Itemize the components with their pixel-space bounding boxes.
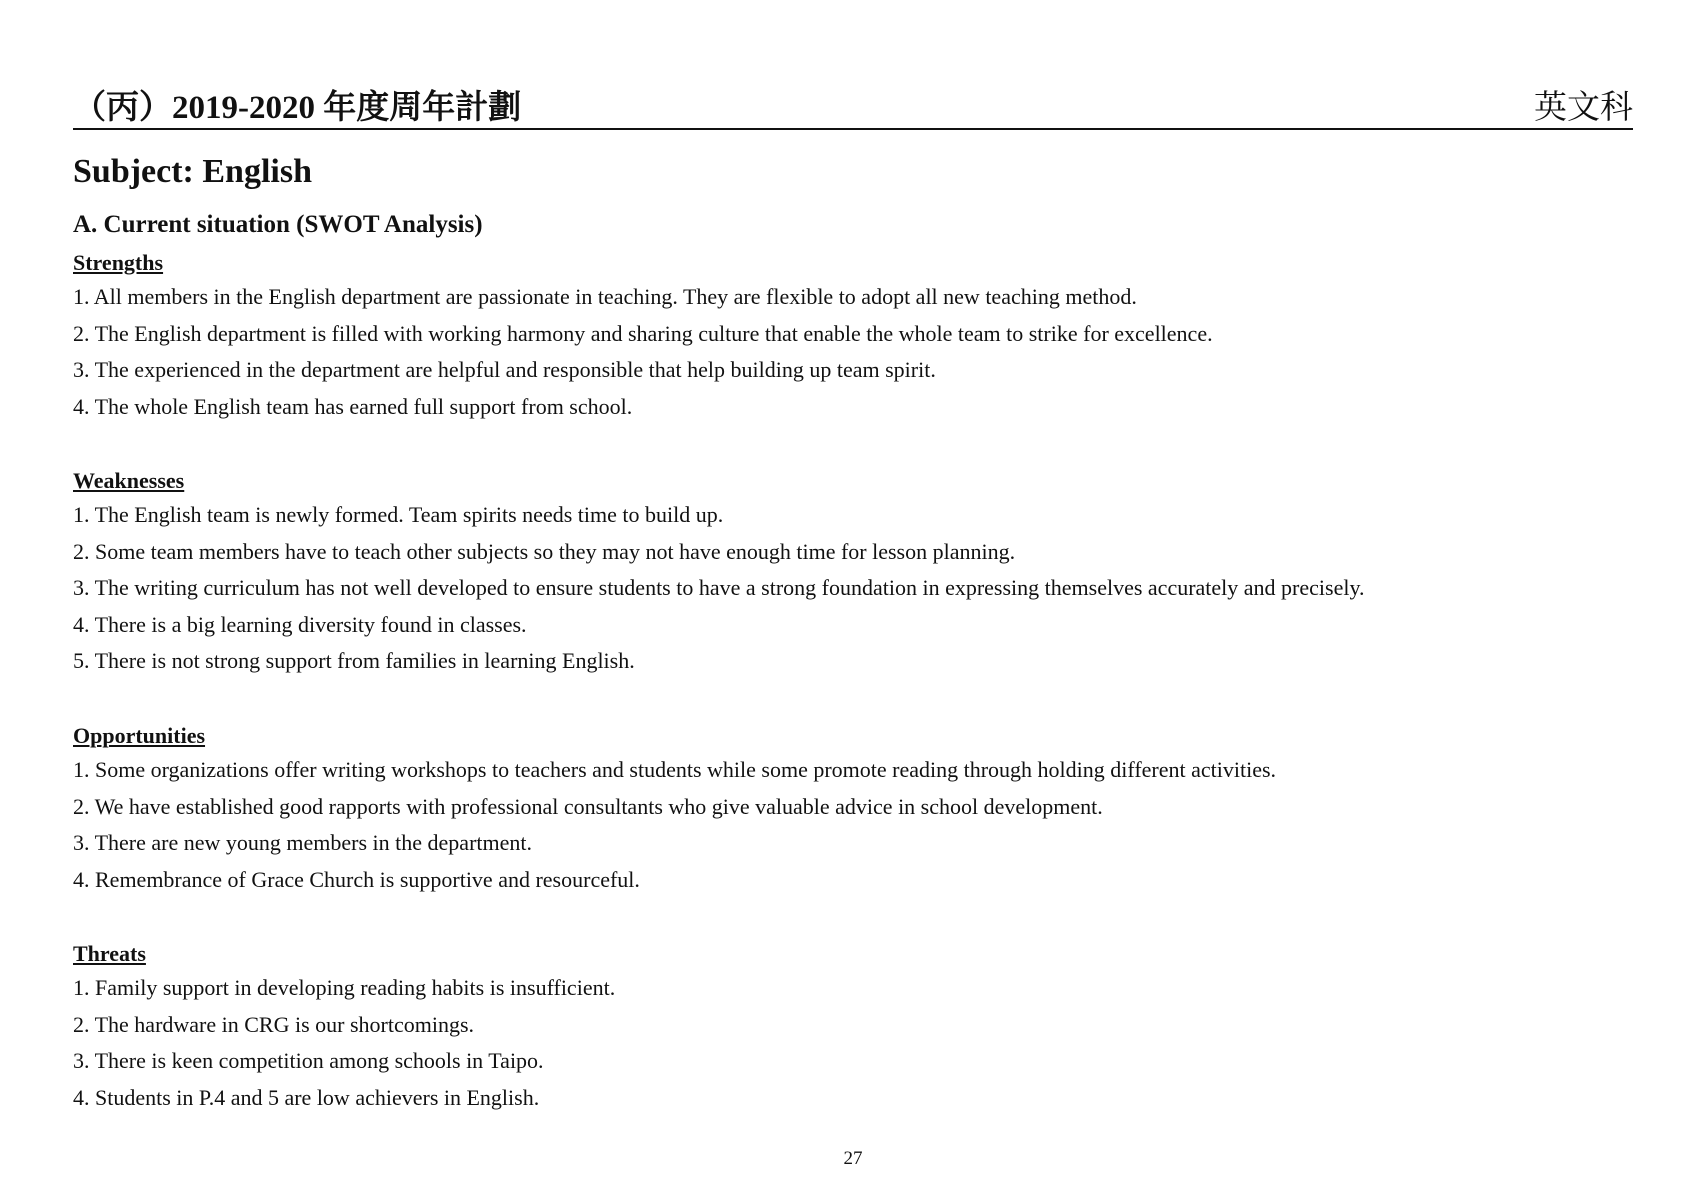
plan-title: （丙）2019-2020 年度周年計劃	[73, 90, 522, 126]
strength-item: 3. The experienced in the department are helpful and responsible that help building up team spirit.	[73, 357, 936, 382]
subject-name-chinese: 英文科	[1534, 90, 1633, 126]
page-header	[73, 86, 1633, 130]
threat-item: 2. The hardware in CRG is our shortcomings.	[73, 1011, 475, 1037]
strength-item: 4. The whole English team has earned full support from school.	[73, 393, 633, 419]
weakness-item: 3. The writing curriculum has not well developed to ensure students to have a strong foundation in expressing themselves accurately and precisely.	[73, 575, 1365, 600]
weakness-item: 4. There is a big learning diversity found in classes.	[73, 611, 527, 637]
strengths-section	[73, 246, 1633, 425]
opportunity-item: 1. Some organizations offer writing workshops to teachers and students while some promote reading through holding different activities.	[73, 757, 1277, 782]
threats-heading: Threats	[73, 941, 146, 966]
weakness-item: 1. The English team is newly formed. Team spirits needs time to build up.	[73, 502, 724, 527]
page-number: 27	[843, 1148, 863, 1169]
weakness-item: 5. There is not strong support from families in learning English.	[73, 648, 635, 673]
weaknesses-heading: Weaknesses	[73, 468, 185, 493]
weaknesses-section	[73, 464, 1633, 680]
strength-item: 2. The English department is filled with working harmony and sharing culture that enable the whole team to strike for excellence.	[73, 320, 1213, 346]
weakness-item: 2. Some team members have to teach other subjects so they may not have enough time for lesson planning.	[73, 538, 1016, 564]
opportunity-item: 2. We have established good rapports with professional consultants who give valuable advice in school development.	[73, 793, 1103, 819]
threat-item: 1. Family support in developing reading habits is insufficient.	[73, 975, 616, 1000]
section-a-title: A. Current situation (SWOT Analysis)	[73, 211, 483, 238]
strength-item: 1. All members in the English department are passionate in teaching. They are flexible to adopt all new teaching method.	[73, 284, 1137, 309]
opportunities-heading: Opportunities	[73, 723, 206, 748]
opportunity-item: 3. There are new young members in the department.	[73, 830, 532, 855]
threats-section	[73, 937, 1633, 1116]
document-page	[73, 0, 1633, 1200]
opportunities-section	[73, 719, 1633, 898]
strengths-heading: Strengths	[73, 250, 164, 275]
opportunity-item: 4. Remembrance of Grace Church is supportive and resourceful.	[73, 866, 640, 892]
threat-item: 3. There is keen competition among schools in Taipo.	[73, 1048, 544, 1073]
threat-item: 4. Students in P.4 and 5 are low achievers in English.	[73, 1084, 540, 1110]
subject-title: Subject: English	[73, 153, 312, 190]
